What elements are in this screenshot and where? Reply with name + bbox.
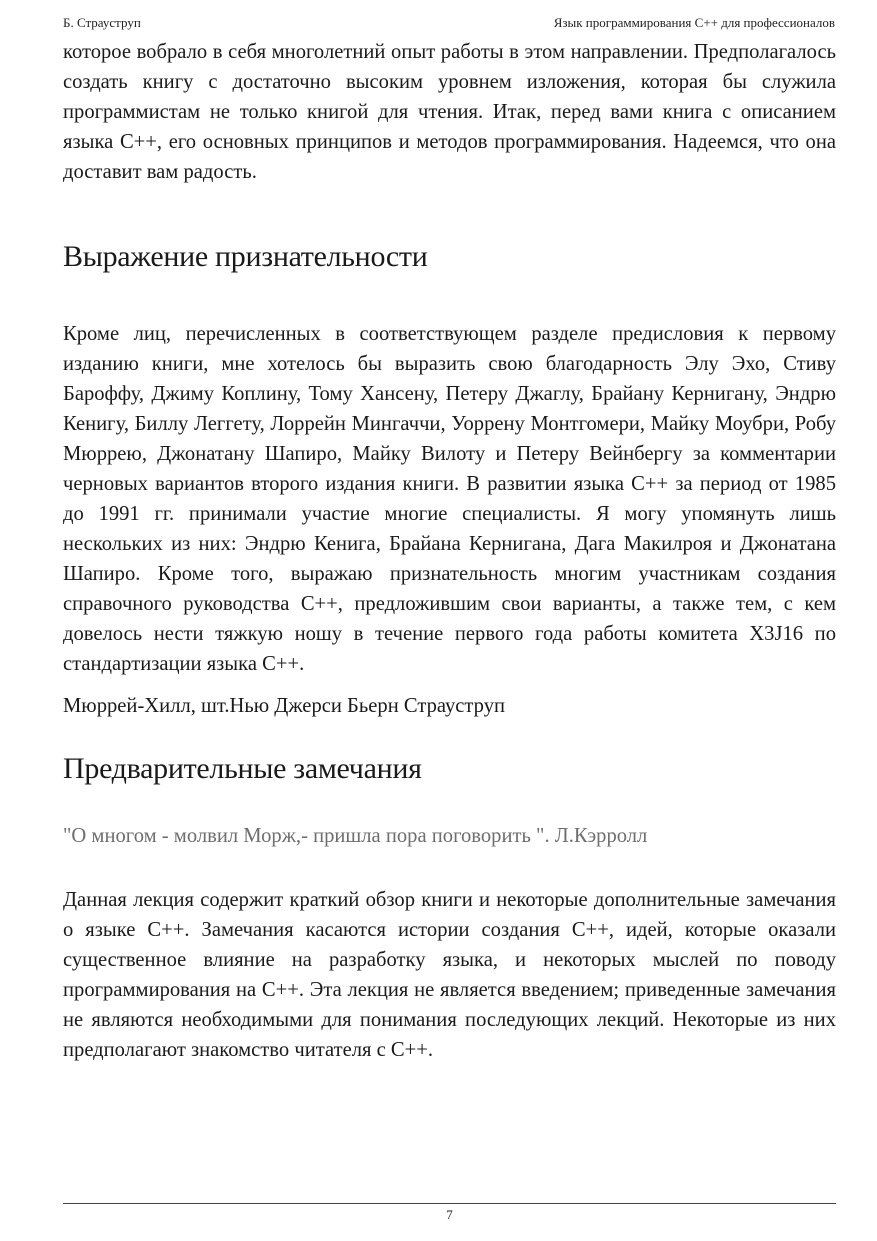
- intro-paragraph: которое вобрало в себя многолетний опыт работы в этом направлении. Предполагалось создать книгу с достаточно высоким уровнем изложения, которая бы служила программистам не только книгой для чтения. Итак, перед вами книга с описанием языка С++, его основных принципов и методов программирования. Надеемся, что она доставит вам радость.: [63, 41, 836, 183]
- signature-line: Мюррей-Хилл, шт.Нью Джерси Бьерн Страуструп: [63, 695, 506, 717]
- running-header: [63, 15, 835, 31]
- page-content: [63, 37, 836, 1065]
- footer-divider: [63, 1203, 836, 1204]
- acknowledgements-paragraph: Кроме лиц, перечисленных в соответствующем разделе предисловия к первому изданию книги, мне хотелось бы выразить свою благодарность Элу Эхо, Стиву Бароффу, Джиму Коплину, Тому Хансену, Петеру Джаглу, Брайану Кернигану, Эндрю Кенигу, Биллу Леггету, Лоррейн Мингаччи, Уоррену Монтгомери, Майку Моубри, Робу Мюррею, Джонатану Шапиро, Майку Вилоту и Петеру Вейнбергу за комментарии черновых вариантов второго издания книги. В развитии языка С++ за период от 1985 до 1991 гг. принимали участие многие специалисты. Я могу упомянуть лишь нескольких из них: Эндрю Кенига, Брайана Кернигана, Дага Макилроя и Джонатана Шапиро. Кроме того, выражаю признательность многим участникам создания справочного руководства С++, предложившим свои варианты, а также тем, с кем довелось нести тяжкую ношу в течение первого года работы комитета X3J16 по стандартизации языка С++.: [63, 323, 836, 675]
- header-book-title: Язык программирования С++ для профессионалов: [553, 15, 835, 30]
- acknowledgements-heading: Выражение признательности: [63, 240, 428, 273]
- header-author: Б. Страуструп: [63, 15, 141, 30]
- preliminary-paragraph: Данная лекция содержит краткий обзор книги и некоторые дополнительные замечания о языке С++. Замечания касаются истории создания С++, идей, которые оказали существенное влияние на разработку языка, и некоторых мыслей по поводу программирования на С++. Эта лекция не является введением; приведенные замечания не являются необходимыми для понимания последующих лекций. Некоторые из них предполагают знакомство читателя с С++.: [63, 889, 836, 1061]
- page-number: 7: [446, 1207, 453, 1222]
- epigraph: "О многом - молвил Морж,- пришла пора поговорить ". Л.Кэрролл: [63, 825, 648, 847]
- preliminary-heading: Предварительные замечания: [63, 752, 422, 785]
